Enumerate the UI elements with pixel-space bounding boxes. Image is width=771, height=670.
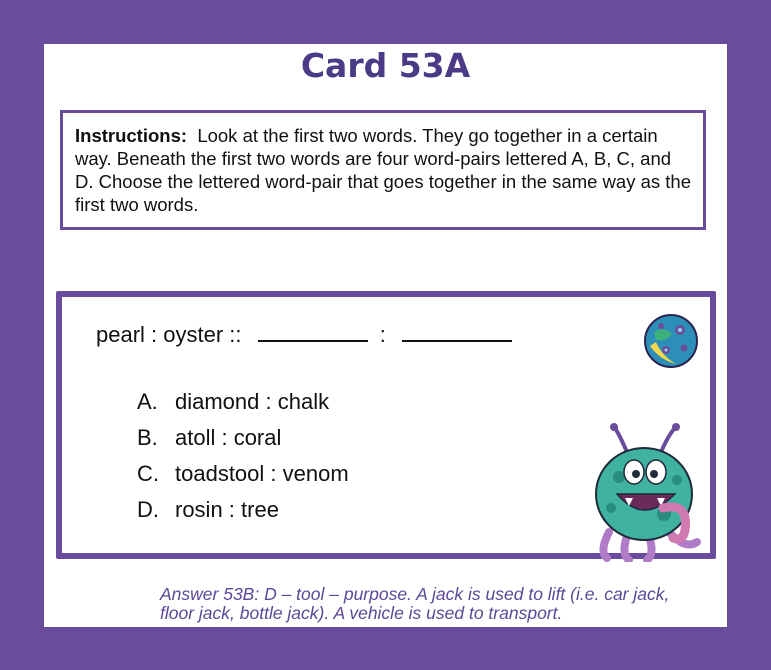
answer-line-1: Answer 53B: D – tool – purpose. A jack is used to lift (i.e. car jack, (160, 584, 670, 604)
card (44, 44, 727, 627)
option-a[interactable] (137, 384, 349, 420)
answer-line-2: floor jack, bottle jack). A vehicle is used to transport. (160, 603, 563, 623)
planet-icon (642, 312, 700, 370)
answer-note (160, 585, 730, 623)
option-letter: A. (137, 389, 158, 414)
option-text: toadstool : venom (175, 461, 349, 486)
option-letter: B. (137, 425, 158, 450)
stem-separator: : (379, 322, 386, 347)
option-letter: C. (137, 461, 159, 486)
analogy-stem (96, 322, 518, 348)
instructions-box (60, 110, 706, 230)
instructions-label: Instructions: (75, 125, 188, 146)
instructions-text: Look at the first two words. They go together in a certain way. Beneath the first two words are four word-pairs lettered A, B, C, and D. Choose the lettered word-pair that goes together in the same way as the first two words. (75, 125, 691, 215)
option-text: atoll : coral (175, 425, 282, 450)
answer-blank-1 (258, 322, 368, 342)
option-text: rosin : tree (175, 497, 279, 522)
answer-blank-2 (402, 322, 512, 342)
option-letter: D. (137, 497, 159, 522)
option-c[interactable] (137, 456, 349, 492)
options-list (137, 384, 349, 528)
stem-prefix: pearl : oyster :: (96, 322, 242, 347)
option-b[interactable] (137, 420, 349, 456)
monster-illustration (589, 422, 704, 562)
option-text: diamond : chalk (175, 389, 330, 414)
option-d[interactable] (137, 492, 349, 528)
card-title: Card 53A (300, 46, 471, 85)
